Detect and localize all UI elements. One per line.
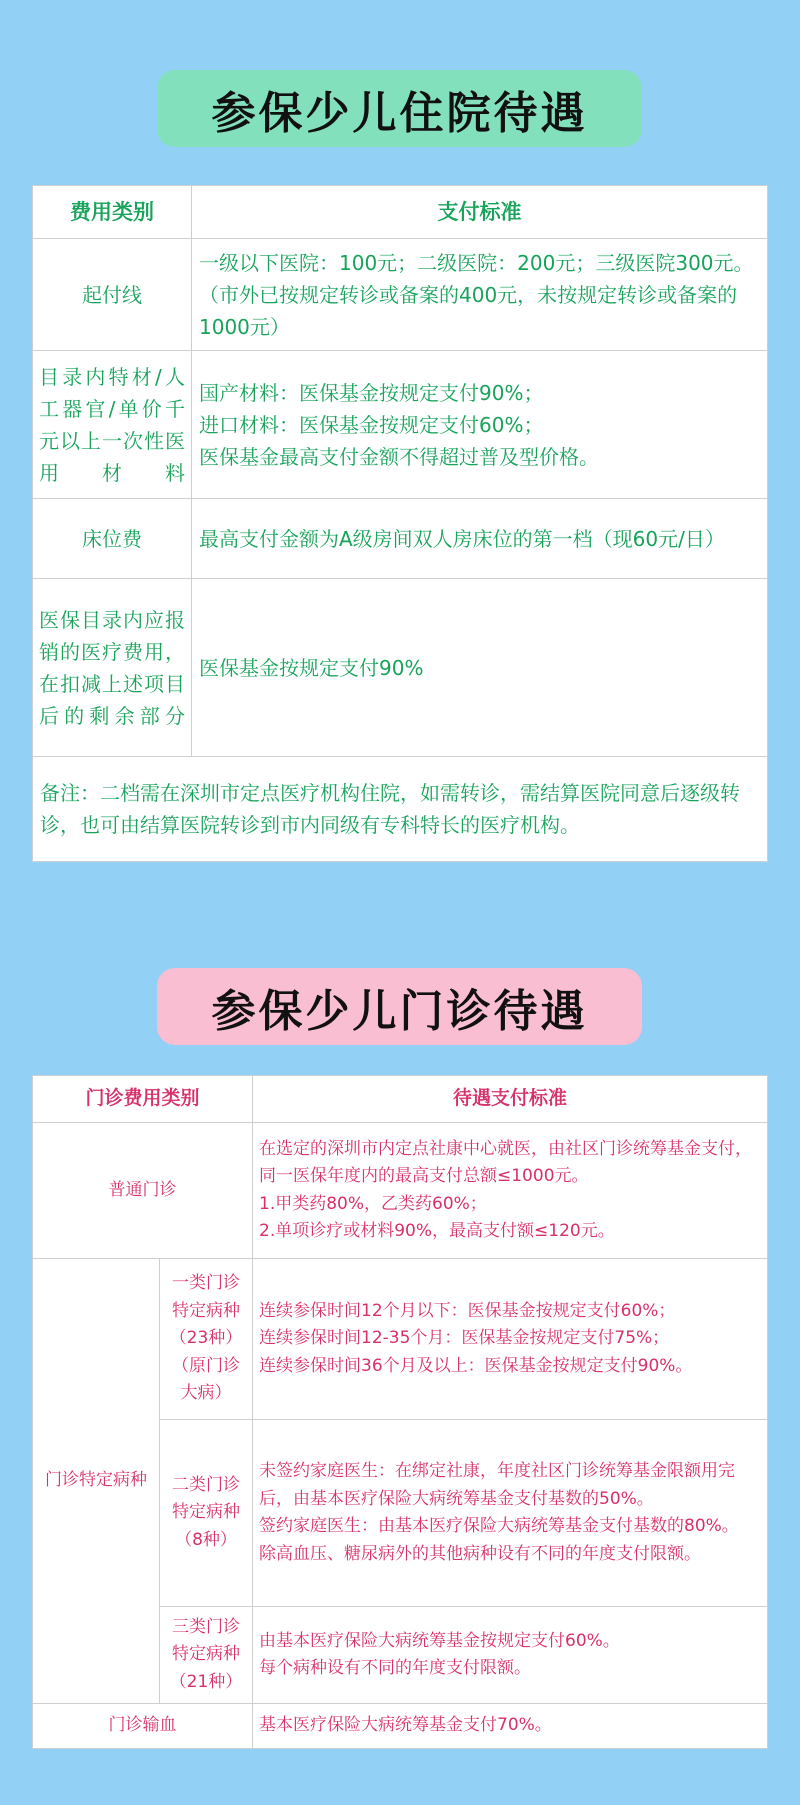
header-category: 门诊费用类别 (33, 1076, 253, 1123)
row-standard (192, 351, 768, 499)
row-standard (192, 239, 768, 351)
header-standard: 待遇支付标准 (253, 1076, 768, 1123)
table-row (33, 239, 768, 351)
table-row (33, 1704, 768, 1749)
standard-line: 除高血压、糖尿病外的其他病种设有不同的年度支付限额。 (259, 1543, 701, 1564)
standard-line: 签约家庭医生：由基本医疗保险大病统筹基金支付基数的80%。 (259, 1516, 739, 1536)
row-standard (253, 1123, 768, 1259)
header-category: 费用类别 (33, 186, 192, 239)
row-category: 起付线 (33, 239, 192, 351)
row-category: 医保目录内应报销的医疗费用，在扣减上述项目后的剩余部分 (33, 579, 192, 757)
row-standard (253, 1259, 768, 1420)
standard-line: 未签约家庭医生：在绑定社康，年度社区门诊统筹基金限额用完后，由基本医疗保险大病统筹基金支付基数的50%。 (259, 1461, 735, 1509)
subrow-category: 二类门诊特定病种（8种） (160, 1420, 253, 1607)
table-header-row (33, 186, 768, 239)
outpatient-title: 参保少儿门诊待遇 (157, 968, 642, 1045)
row-standard (253, 1420, 768, 1607)
row-category: 门诊特定病种 (33, 1259, 160, 1704)
standard-line: 一级以下医院：100元；二级医院：200元；三级医院300元。（市外已按规定转诊或备案的400元，未按规定转诊或备案的1000元） (199, 250, 754, 339)
inpatient-title: 参保少儿住院待遇 (157, 70, 642, 147)
standard-line: 最高支付金额为A级房间双人房床位的第一档（现60元/日） (199, 526, 725, 551)
standard-line: 医保基金最高支付金额不得超过普及型价格。 (199, 444, 599, 469)
row-standard (192, 499, 768, 579)
table-row (33, 579, 768, 757)
table-header-row (33, 1076, 768, 1123)
table-row (33, 351, 768, 499)
standard-line: 医保基金按规定支付90% (199, 655, 424, 680)
row-standard (253, 1704, 768, 1749)
table-row (33, 499, 768, 579)
inpatient-table (32, 185, 768, 862)
subrow-category: 三类门诊特定病种（21种） (160, 1607, 253, 1704)
subrow-category: 一类门诊特定病种（23种）（原门诊大病） (160, 1259, 253, 1420)
table-row (33, 1123, 768, 1259)
standard-line: 2.单项诊疗或材料90%，最高支付额≤120元。 (259, 1221, 615, 1241)
standard-line: 连续参保时间12个月以下：医保基金按规定支付60%； (259, 1300, 676, 1321)
header-standard: 支付标准 (192, 186, 768, 239)
standard-line: 连续参保时间12-35个月：医保基金按规定支付75%； (259, 1328, 670, 1349)
note-row (33, 757, 768, 862)
standard-line: 由基本医疗保险大病统筹基金按规定支付60%。 (259, 1630, 620, 1651)
row-category: 普通门诊 (33, 1123, 253, 1259)
row-category: 目录内特材/人工器官/单价千元以上一次性医用材料 (33, 351, 192, 499)
outpatient-table (32, 1075, 768, 1749)
standard-line: 基本医疗保险大病统筹基金支付70%。 (259, 1715, 552, 1735)
standard-line: 连续参保时间36个月及以上：医保基金按规定支付90%。 (259, 1355, 693, 1376)
standard-line: 进口材料：医保基金按规定支付60%； (199, 412, 544, 437)
row-standard (192, 579, 768, 757)
row-category: 门诊输血 (33, 1704, 253, 1749)
standard-line: 国产材料：医保基金按规定支付90%； (199, 380, 544, 405)
row-category: 床位费 (33, 499, 192, 579)
table-row (33, 1259, 768, 1420)
standard-line: 每个病种设有不同的年度支付限额。 (259, 1658, 531, 1678)
standard-line: 1.甲类药80%，乙类药60%； (259, 1193, 487, 1214)
standard-line: 在选定的深圳市内定点社康中心就医，由社区门诊统筹基金支付，同一医保年度内的最高支付总额≤1000元。 (259, 1138, 752, 1186)
inpatient-note: 备注：二档需在深圳市定点医疗机构住院，如需转诊，需结算医院同意后逐级转诊，也可由结算医院转诊到市内同级有专科特长的医疗机构。 (33, 757, 768, 862)
row-standard (253, 1607, 768, 1704)
